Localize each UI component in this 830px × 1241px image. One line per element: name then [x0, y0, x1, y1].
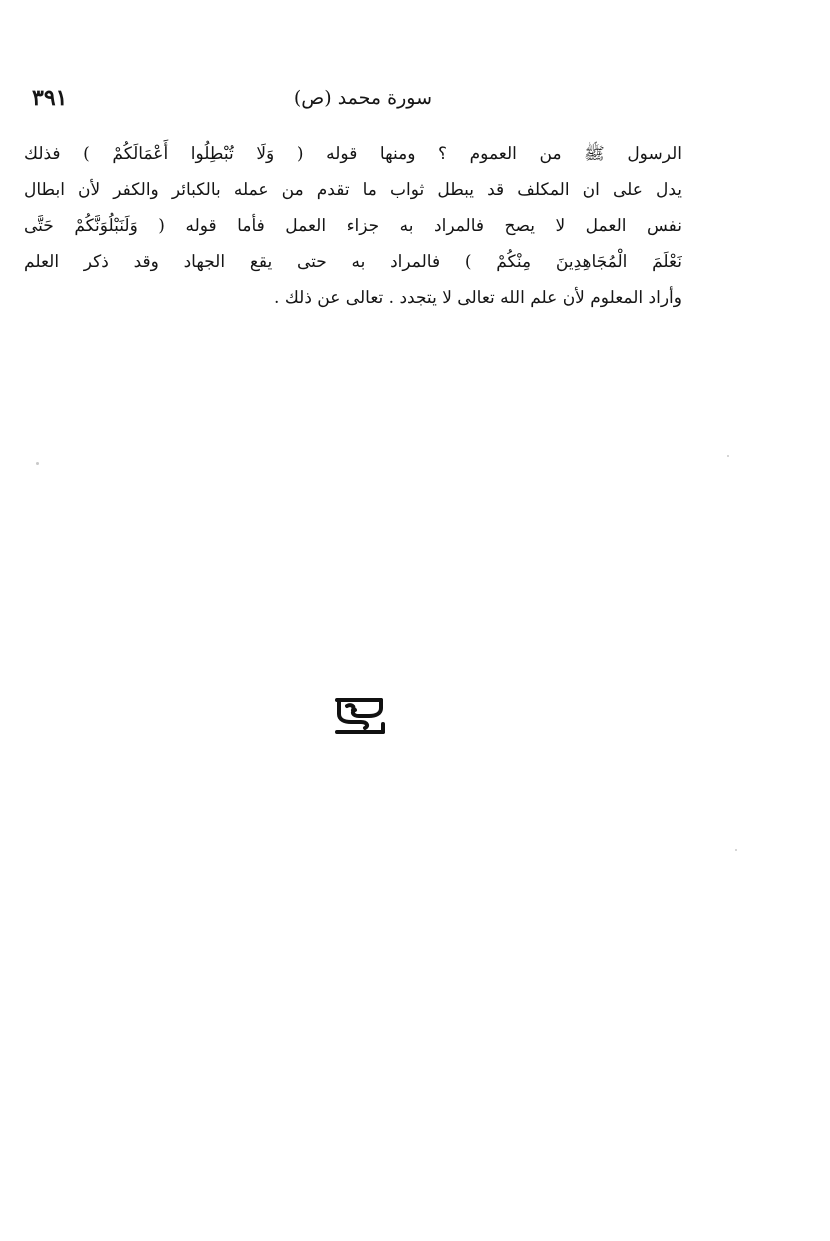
body-paragraph [24, 136, 682, 316]
scan-speck [727, 455, 729, 457]
page-header [32, 86, 682, 116]
scan-speck [36, 462, 39, 465]
section-end-ornament-icon [331, 694, 389, 738]
text-line: وأراد المعلوم لأن علم الله تعالى لا يتجدد . تعالى عن ذلك . [274, 288, 682, 308]
text-line: نَعْلَمَ الْمُجَاهِدِينَ مِنْكُمْ ) فالمراد به حتى يقع الجهاد وقد ذكر العلم [24, 252, 682, 272]
scan-speck [735, 849, 737, 851]
running-title: سورة محمد (ص) [293, 87, 432, 109]
text-line: يدل على ان المكلف قد يبطل ثواب ما تقدم من عمله بالكبائر والكفر لأن ابطال [24, 180, 682, 200]
text-line: نفس العمل لا يصح فالمراد به جزاء العمل فأما قوله ( وَلَنَبْلُوَنَّكُمْ حَتَّى [24, 216, 682, 236]
text-line: الرسول ﷺ من العموم ؟ ومنها قوله ( وَلَا تُبْطِلُوا أَعْمَالَكُمْ ) فذلك [24, 144, 682, 164]
page-number: ٣٩١ [32, 85, 68, 111]
